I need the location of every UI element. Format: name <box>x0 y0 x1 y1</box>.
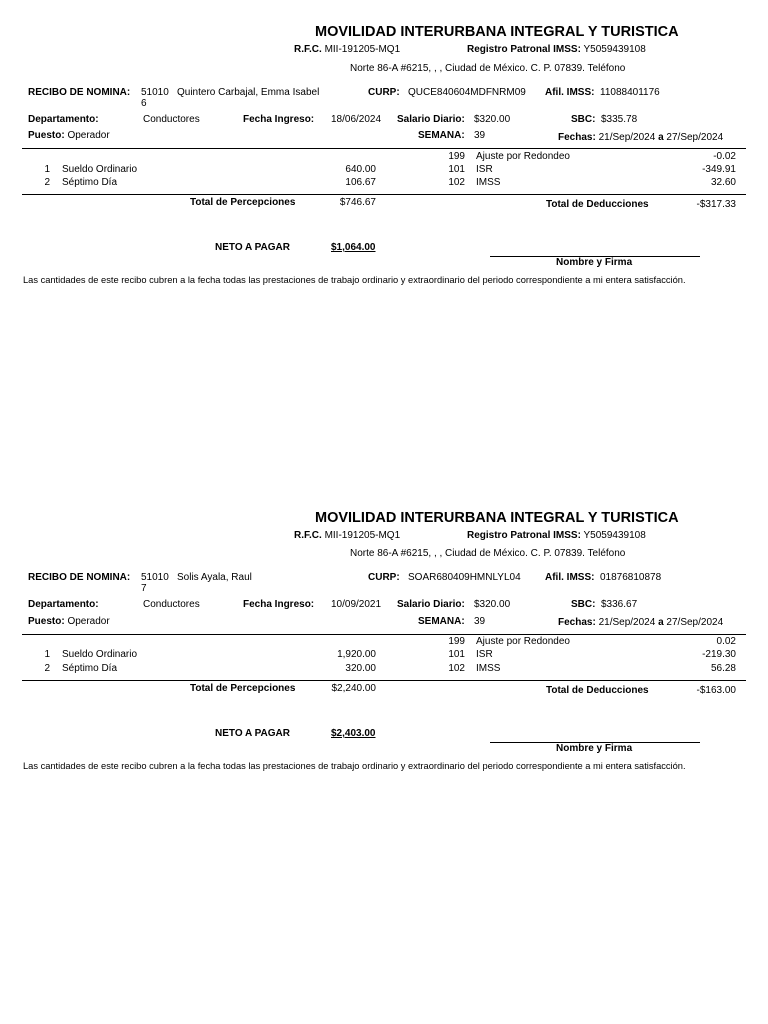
company-name: MOVILIDAD INTERURBANA INTEGRAL Y TURISTICA <box>315 510 679 526</box>
fechas-a: a <box>658 617 664 628</box>
perc-num-2: 2 <box>44 177 50 188</box>
rfc-line <box>294 44 400 56</box>
afil-label: Afil. IMSS: <box>545 87 595 98</box>
registro-value: Y5059439108 <box>583 44 646 55</box>
disclaimer: Las cantidades de este recibo cubren a la fecha todas las prestaciones de trabajo ordinario y extraordinario del periodo correspondiente a mi entera satisfacción. <box>23 275 686 285</box>
fecha-ingreso-value: 18/06/2024 <box>331 114 382 125</box>
curp-label: CURP: <box>368 572 400 583</box>
departamento-label: Departamento: <box>28 114 99 125</box>
ded-importe-3: 56.28 <box>710 663 736 674</box>
fecha-ingreso-label: Fecha Ingreso: <box>243 114 315 125</box>
ded-code-3: 102 <box>448 177 465 188</box>
signature-label: Nombre y Firma <box>556 257 633 268</box>
ded-concepto-1: Ajuste por Redondeo <box>476 636 570 647</box>
puesto-label: Puesto: <box>28 130 65 141</box>
ded-concepto-2: ISR <box>476 164 493 175</box>
fechas-a: a <box>658 132 664 143</box>
registro-value: Y5059439108 <box>583 530 646 541</box>
employee-name-line2: 6 <box>141 98 147 109</box>
perc-importe-2: 320.00 <box>345 663 376 674</box>
registro-label: Registro Patronal IMSS: <box>467 44 581 55</box>
total-percepciones-label: Total de Percepciones <box>190 197 296 208</box>
rfc-value: MII-191205-MQ1 <box>324 530 401 541</box>
fecha-inicio: 21/Sep/2024 <box>598 617 656 628</box>
puesto-line <box>28 616 110 628</box>
payroll-receipt-2 <box>0 486 768 866</box>
ded-code-1: 199 <box>448 636 465 647</box>
ded-concepto-2: ISR <box>476 649 493 660</box>
curp-value: QUCE840604MDFNRM09 <box>408 87 526 98</box>
neto-value: $2,403.00 <box>331 728 376 739</box>
perc-num-1: 1 <box>44 649 50 660</box>
rfc-label: R.F.C. <box>294 530 322 541</box>
divider <box>22 634 746 635</box>
curp-label: CURP: <box>368 87 400 98</box>
total-deducciones-label: Total de Deducciones <box>546 199 649 210</box>
sbc-value: $335.78 <box>601 114 638 125</box>
company-address: Norte 86-A #6215, , , Ciudad de México. C. P. 07839. Teléfono <box>350 548 626 559</box>
payroll-receipt-1 <box>0 0 768 380</box>
perc-concepto-2: Séptimo Día <box>62 663 118 674</box>
fechas-line <box>558 617 723 629</box>
fecha-ingreso-value: 10/09/2021 <box>331 599 382 610</box>
recibo-label: RECIBO DE NOMINA: <box>28 572 131 583</box>
salario-value: $320.00 <box>474 114 511 125</box>
salario-label: Salario Diario: <box>397 114 465 125</box>
fechas-line <box>558 132 723 144</box>
divider <box>22 148 746 149</box>
rfc-line <box>294 530 400 542</box>
sbc-label: SBC: <box>571 599 596 610</box>
rfc-label: R.F.C. <box>294 44 322 55</box>
perc-importe-2: 106.67 <box>345 177 376 188</box>
perc-concepto-1: Sueldo Ordinario <box>62 649 138 660</box>
recibo-label: RECIBO DE NOMINA: <box>28 87 131 98</box>
semana-value: 39 <box>474 130 486 141</box>
sbc-value: $336.67 <box>601 599 638 610</box>
perc-concepto-2: Séptimo Día <box>62 177 118 188</box>
ded-code-2: 101 <box>448 649 465 660</box>
signature-label: Nombre y Firma <box>556 743 633 754</box>
perc-importe-1: 640.00 <box>345 164 376 175</box>
afil-value: 01876810878 <box>600 572 662 583</box>
divider <box>22 680 746 681</box>
total-percepciones-value: $746.67 <box>339 197 376 208</box>
registro-label: Registro Patronal IMSS: <box>467 530 581 541</box>
puesto-line <box>28 130 110 142</box>
ded-concepto-1: Ajuste por Redondeo <box>476 151 570 162</box>
departamento-label: Departamento: <box>28 599 99 610</box>
semana-label: SEMANA: <box>418 130 465 141</box>
fecha-ingreso-label: Fecha Ingreso: <box>243 599 315 610</box>
perc-concepto-1: Sueldo Ordinario <box>62 164 138 175</box>
ded-importe-2: -219.30 <box>702 649 736 660</box>
sbc-label: SBC: <box>571 114 596 125</box>
total-percepciones-label: Total de Percepciones <box>190 683 296 694</box>
total-deducciones-value: -$163.00 <box>696 685 736 696</box>
ded-code-3: 102 <box>448 663 465 674</box>
neto-label: NETO A PAGAR <box>215 728 291 739</box>
total-deducciones-label: Total de Deducciones <box>546 685 649 696</box>
recibo-code: 51010 <box>141 87 169 98</box>
fechas-label: Fechas: <box>558 617 596 628</box>
recibo-code: 51010 <box>141 572 169 583</box>
ded-concepto-3: IMSS <box>476 177 501 188</box>
ded-code-2: 101 <box>448 164 465 175</box>
afil-label: Afil. IMSS: <box>545 572 595 583</box>
company-name: MOVILIDAD INTERURBANA INTEGRAL Y TURISTICA <box>315 24 679 40</box>
salario-label: Salario Diario: <box>397 599 465 610</box>
fechas-label: Fechas: <box>558 132 596 143</box>
ded-importe-3: 32.60 <box>710 177 736 188</box>
fecha-inicio: 21/Sep/2024 <box>598 132 656 143</box>
ded-importe-2: -349.91 <box>702 164 736 175</box>
ded-code-1: 199 <box>448 151 465 162</box>
perc-num-1: 1 <box>44 164 50 175</box>
employee-name: Solis Ayala, Raul <box>177 572 252 583</box>
employee-name: Quintero Carbajal, Emma Isabel <box>177 87 320 98</box>
departamento-value: Conductores <box>143 599 200 610</box>
company-address: Norte 86-A #6215, , , Ciudad de México. C. P. 07839. Teléfono <box>350 63 626 74</box>
total-deducciones-value: -$317.33 <box>696 199 736 210</box>
ded-importe-1: 0.02 <box>716 636 736 647</box>
divider <box>22 194 746 195</box>
salario-value: $320.00 <box>474 599 511 610</box>
puesto-label: Puesto: <box>28 616 65 627</box>
departamento-value: Conductores <box>143 114 200 125</box>
curp-value: SOAR680409HMNLYL04 <box>408 572 521 583</box>
neto-value: $1,064.00 <box>331 242 376 253</box>
employee-name-line2: 7 <box>141 583 147 594</box>
registro-line <box>467 44 646 56</box>
semana-label: SEMANA: <box>418 616 465 627</box>
fecha-fin: 27/Sep/2024 <box>666 617 724 628</box>
ded-importe-1: -0.02 <box>713 151 736 162</box>
puesto-value: Operador <box>67 616 110 627</box>
disclaimer: Las cantidades de este recibo cubren a la fecha todas las prestaciones de trabajo ordinario y extraordinario del periodo correspondiente a mi entera satisfacción. <box>23 761 686 771</box>
perc-num-2: 2 <box>44 663 50 674</box>
puesto-value: Operador <box>67 130 110 141</box>
ded-concepto-3: IMSS <box>476 663 501 674</box>
perc-importe-1: 1,920.00 <box>337 649 376 660</box>
neto-label: NETO A PAGAR <box>215 242 291 253</box>
fecha-fin: 27/Sep/2024 <box>666 132 724 143</box>
rfc-value: MII-191205-MQ1 <box>324 44 401 55</box>
afil-value: 11088401176 <box>600 87 660 98</box>
semana-value: 39 <box>474 616 486 627</box>
registro-line <box>467 530 646 542</box>
total-percepciones-value: $2,240.00 <box>331 683 376 694</box>
